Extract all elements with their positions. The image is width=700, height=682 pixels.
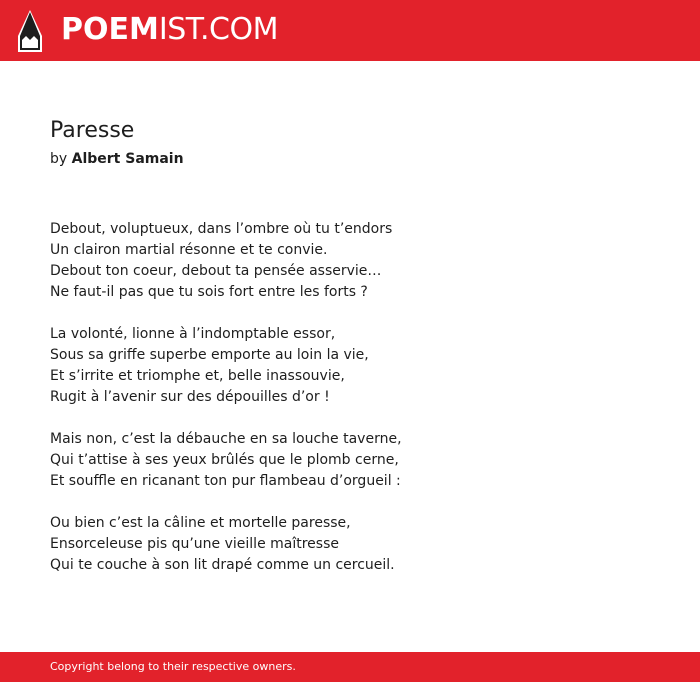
- logo-text: [61, 12, 278, 48]
- poem-line: Et s’irrite et triomphe et, belle inassouvie,: [50, 368, 345, 384]
- pencil-icon: [18, 10, 42, 52]
- poem-line: Ne faut-il pas que tu sois fort entre les forts ?: [50, 284, 368, 300]
- author-link[interactable]: Albert Samain: [71, 151, 184, 167]
- poem-line: Ou bien c’est la câline et mortelle paresse,: [50, 515, 351, 531]
- by-label: by: [50, 151, 68, 167]
- poem-line: Rugit à l’avenir sur des dépouilles d’or !: [50, 389, 330, 405]
- site-header: [0, 0, 700, 61]
- poem-line: Debout ton coeur, debout ta pensée asservie…: [50, 263, 382, 279]
- poem-line: Ensorceleuse pis qu’une vieille maîtresse: [50, 536, 339, 552]
- poem-title: Paresse: [50, 118, 135, 143]
- logo-text-bold: POEM: [61, 12, 159, 47]
- poem-line: Qui te couche à son lit drapé comme un cercueil.: [50, 557, 395, 573]
- poem-line: Mais non, c’est la débauche en sa louche taverne,: [50, 431, 402, 447]
- poem-line: Debout, voluptueux, dans l’ombre où tu t’endors: [50, 221, 393, 237]
- stanza: [50, 324, 402, 408]
- poem-line: Et souffle en ricanant ton pur flambeau d’orgueil :: [50, 473, 401, 489]
- poem-line: Sous sa griffe superbe emporte au loin la vie,: [50, 347, 369, 363]
- stanza: [50, 513, 402, 576]
- logo-text-light: IST.COM: [158, 12, 278, 47]
- poem-line: Qui t’attise à ses yeux brûlés que le plomb cerne,: [50, 452, 399, 468]
- poem-line: La volonté, lionne à l’indomptable essor,: [50, 326, 336, 342]
- copyright-text: Copyright belong to their respective owners.: [50, 660, 296, 673]
- stanza: [50, 219, 402, 303]
- stanza: [50, 429, 402, 492]
- poem-byline: [50, 149, 184, 169]
- poem-line: Un clairon martial résonne et te convie.: [50, 242, 328, 258]
- poem-body: [50, 219, 402, 597]
- site-footer: [0, 652, 700, 682]
